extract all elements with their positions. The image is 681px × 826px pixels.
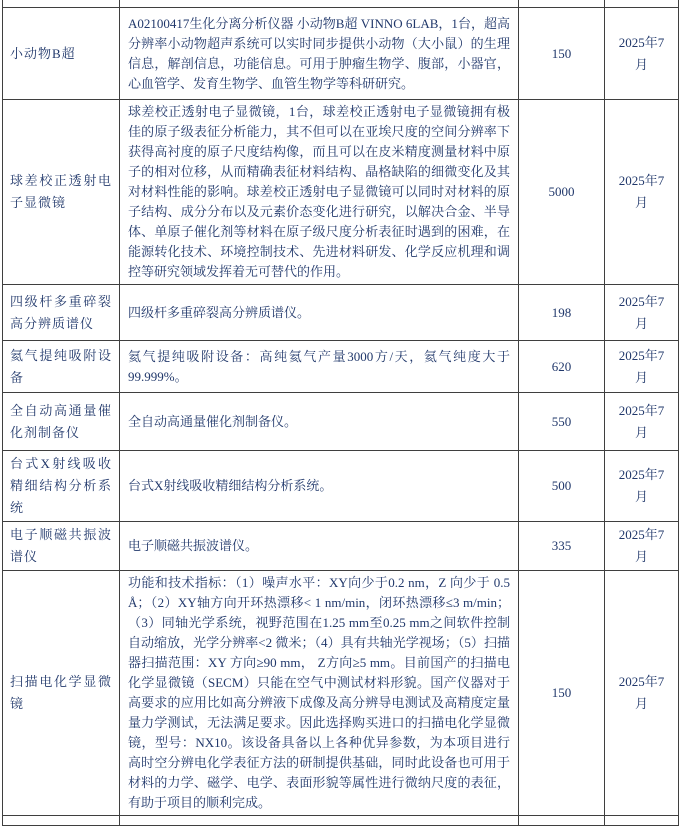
equipment-name: 台式X射线吸收精细结构分析系统 — [3, 451, 120, 522]
equipment-name: 扫描电化学显微镜 — [3, 571, 120, 816]
equipment-description: 四级杆多重碎裂高分辨质谱仪。 — [120, 285, 519, 341]
table-row — [3, 571, 679, 816]
table-row — [3, 393, 679, 451]
date-value: 2025年7月 — [605, 100, 679, 285]
partial-cell — [3, 816, 120, 826]
partial-row-top — [3, 0, 679, 8]
budget-value: 5000 — [519, 100, 605, 285]
equipment-name: 氦气提纯吸附设备 — [3, 341, 120, 393]
equipment-name: 四级杆多重碎裂高分辨质谱仪 — [3, 285, 120, 341]
partial-row-bottom — [3, 816, 679, 826]
equipment-description: 氦气提纯吸附设备：高纯氦气产量3000方/天，氦气纯度大于99.999%。 — [120, 341, 519, 393]
date-value: 2025年7月 — [605, 571, 679, 816]
equipment-name: 全自动高通量催化剂制备仪 — [3, 393, 120, 451]
table-row — [3, 285, 679, 341]
budget-value: 620 — [519, 341, 605, 393]
equipment-name: 电子顺磁共振波谱仪 — [3, 522, 120, 571]
partial-cell — [120, 816, 519, 826]
budget-value: 150 — [519, 8, 605, 100]
table-row — [3, 100, 679, 285]
equipment-name: 球差校正透射电子显微镜 — [3, 100, 120, 285]
equipment-description: 功能和技术指标：（1）噪声水平：XY向少于0.2 nm，Z 向少于 0.5 Å；（2）XY轴方向开环热漂移< 1 nm/min，闭环热漂移≤3 m/min；（3）同轴光学系统，视野范围在1.25 mm至0.25 mm之间软件控制自动缩放，光学分辨率<2 微米；（4）具有共轴光学视场；（5）扫描器扫描范围：XY 方向≥90 mm， Z方向≥5 mm。目前国产的扫描电化学显微镜（SECM）只能在空气中测试材料形貌。国产仪器对于高要求的应用比如高分辨液下成像及高分辨导电测试及高精度定量量力学测试，无法满足要求。因此选择购买进口的扫描电化学显微镜，型号：NX10。该设备具备以上各种优异参数，为本项目进行高时空分辨电化学表征方法的研制提供基础，同时此设备也可用于材料的力学、磁学、电学、表面形貌等属性进行微纳尺度的表征，有助于项目的顺利完成。 — [120, 571, 519, 816]
date-value: 2025年7月 — [605, 341, 679, 393]
equipment-description: 电子顺磁共振波谱仪。 — [120, 522, 519, 571]
equipment-name: 小动物B超 — [3, 8, 120, 100]
date-value: 2025年7月 — [605, 393, 679, 451]
table-row — [3, 8, 679, 100]
partial-cell — [120, 0, 519, 8]
equipment-description: A02100417生化分离分析仪器 小动物B超 VINNO 6LAB，1台，超高分辨率小动物超声系统可以实时同步提供小动物（大小鼠）的生理信息，解剖信息，功能信息。可用于肿瘤生物学、腹部，小器官，心血管学、发育生物学、血管生物学等科研研究。 — [120, 8, 519, 100]
partial-cell — [605, 816, 679, 826]
date-value: 2025年7月 — [605, 285, 679, 341]
budget-value: 150 — [519, 571, 605, 816]
partial-cell — [3, 0, 120, 8]
budget-value: 500 — [519, 451, 605, 522]
date-value: 2025年7月 — [605, 522, 679, 571]
equipment-table — [2, 0, 679, 826]
table-row — [3, 451, 679, 522]
date-value: 2025年7月 — [605, 451, 679, 522]
equipment-description: 台式X射线吸收精细结构分析系统。 — [120, 451, 519, 522]
partial-cell — [519, 0, 605, 8]
equipment-description: 球差校正透射电子显微镜，1台，球差校正透射电子显微镜拥有极佳的原子级表征分析能力，其不但可以在亚埃尺度的空间分辨率下获得高衬度的原子尺度结构像，而且可以在皮米精度测量材料中原子的相对位移，从而精确表征材料结构、晶格缺陷的细微变化及其对材料性能的影响。球差校正透射电子显微镜可以同时对材料的原子结构、成分分布以及元素价态变化进行研究，以解决合金、半导体、单原子催化剂等材料在原子级尺度分析表征时遇到的困难，在能源转化技术、环境控制技术、先进材料研发、化学反应机理和调控等研究领域发挥着无可替代的作用。 — [120, 100, 519, 285]
budget-value: 550 — [519, 393, 605, 451]
table-row — [3, 341, 679, 393]
equipment-description: 全自动高通量催化剂制备仪。 — [120, 393, 519, 451]
date-value: 2025年7月 — [605, 8, 679, 100]
partial-cell — [519, 816, 605, 826]
budget-value: 335 — [519, 522, 605, 571]
table-row — [3, 522, 679, 571]
budget-value: 198 — [519, 285, 605, 341]
partial-cell — [605, 0, 679, 8]
